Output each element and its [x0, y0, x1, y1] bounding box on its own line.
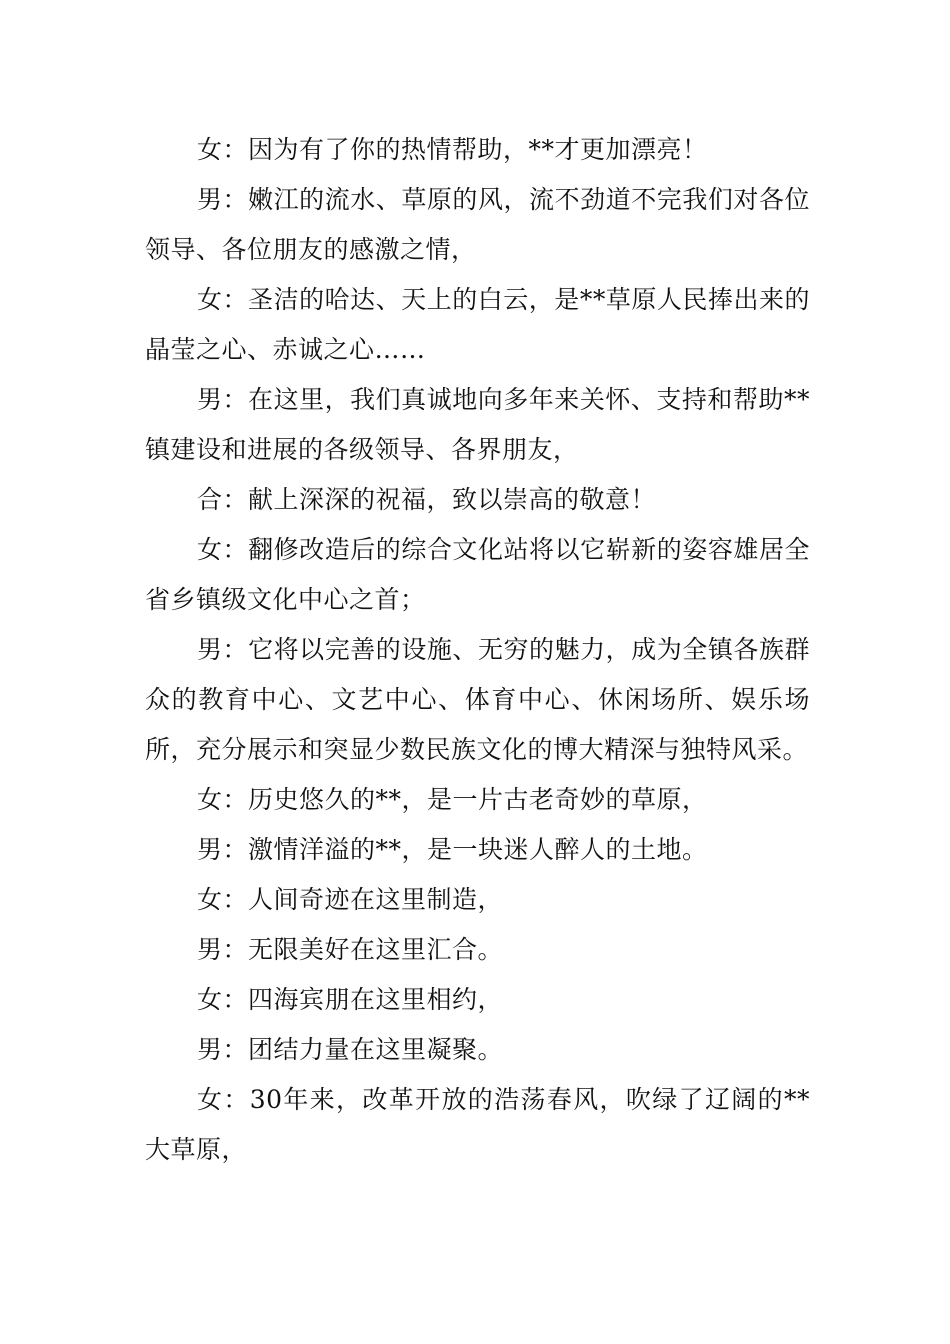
paragraph-3: 女：圣洁的哈达、天上的白云，是**草原人民捧出来的晶莹之心、赤诚之心……: [145, 285, 810, 364]
document-body: [145, 125, 810, 1175]
paragraph-7: 男：它将以完善的设施、无穷的魅力，成为全镇各族群众的教育中心、文艺中心、体育中心、休闲场所、娱乐场所，充分展示和突显少数民族文化的博大精深与独特风采。: [145, 635, 810, 764]
paragraph-14: 女：30年来，改革开放的浩荡春风，吹绿了辽阔的**大草原，: [145, 1085, 810, 1164]
paragraph-5: 合：献上深深的祝福，致以崇高的敬意！: [197, 485, 657, 514]
paragraph-10: 女：人间奇迹在这里制造，: [197, 885, 504, 914]
paragraph-9: 男：激情洋溢的**，是一块迷人醉人的土地。: [197, 835, 708, 864]
paragraph-4: 男：在这里，我们真诚地向多年来关怀、支持和帮助**镇建设和进展的各级领导、各界朋友，: [145, 385, 810, 464]
paragraph-1: 女：因为有了你的热情帮助，**才更加漂亮！: [197, 135, 708, 164]
paragraph-13: 男：团结力量在这里凝聚。: [197, 1035, 504, 1064]
paragraph-8: 女：历史悠久的**，是一片古老奇妙的草原，: [197, 785, 708, 814]
paragraph-11: 男：无限美好在这里汇合。: [197, 935, 504, 964]
paragraph-12: 女：四海宾朋在这里相约，: [197, 985, 504, 1014]
paragraph-2: 男：嫩江的流水、草原的风，流不劲道不完我们对各位领导、各位朋友的感激之情，: [145, 185, 810, 264]
paragraph-6: 女：翻修改造后的综合文化站将以它崭新的姿容雄居全省乡镇级文化中心之首；: [145, 535, 810, 614]
